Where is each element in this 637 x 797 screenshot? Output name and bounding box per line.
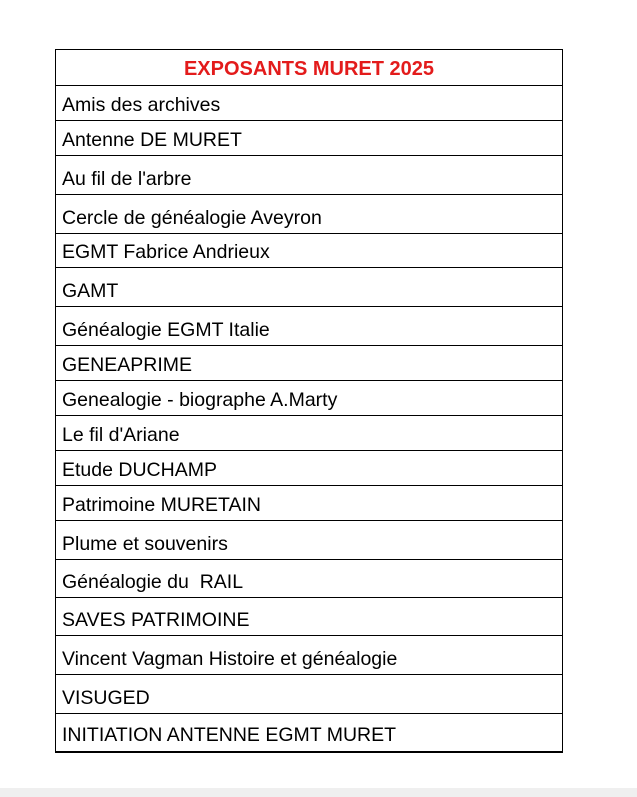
exhibitor-cell: EGMT Fabrice Andrieux bbox=[56, 234, 563, 268]
exhibitor-cell: Cercle de généalogie Aveyron bbox=[56, 195, 563, 234]
exhibitor-cell: Amis des archives bbox=[56, 86, 563, 121]
table-row bbox=[56, 416, 563, 451]
exhibitor-cell: Au fil de l'arbre bbox=[56, 156, 563, 195]
exhibitor-cell: VISUGED bbox=[56, 675, 563, 714]
table-row bbox=[56, 451, 563, 486]
exhibitor-cell: Etude DUCHAMP bbox=[56, 451, 563, 486]
table-row bbox=[56, 675, 563, 714]
table-row bbox=[56, 598, 563, 636]
table-row bbox=[56, 121, 563, 156]
table-row bbox=[56, 268, 563, 307]
table-row bbox=[56, 195, 563, 234]
table-row bbox=[56, 381, 563, 416]
exhibitors-table bbox=[55, 49, 563, 753]
exhibitor-cell: Patrimoine MURETAIN bbox=[56, 486, 563, 521]
table-row bbox=[56, 307, 563, 346]
exhibitor-cell: Antenne DE MURET bbox=[56, 121, 563, 156]
exhibitor-cell: Plume et souvenirs bbox=[56, 521, 563, 560]
exhibitor-cell: GAMT bbox=[56, 268, 563, 307]
bottom-strip bbox=[0, 788, 637, 797]
table-row bbox=[56, 156, 563, 195]
table-row bbox=[56, 86, 563, 121]
exhibitor-cell: INITIATION ANTENNE EGMT MURET bbox=[56, 714, 563, 752]
exhibitor-cell: Généalogie du RAIL bbox=[56, 560, 563, 598]
table-row bbox=[56, 636, 563, 675]
exhibitor-cell: Genealogie - biographe A.Marty bbox=[56, 381, 563, 416]
exhibitor-cell: Généalogie EGMT Italie bbox=[56, 307, 563, 346]
exhibitor-cell: Vincent Vagman Histoire et généalogie bbox=[56, 636, 563, 675]
table-title: EXPOSANTS MURET 2025 bbox=[56, 50, 563, 86]
exhibitor-cell: Le fil d'Ariane bbox=[56, 416, 563, 451]
table-row bbox=[56, 346, 563, 381]
table-row bbox=[56, 714, 563, 752]
table-row bbox=[56, 521, 563, 560]
title-row bbox=[56, 50, 563, 86]
table-row bbox=[56, 486, 563, 521]
table-row bbox=[56, 234, 563, 268]
exhibitor-cell: SAVES PATRIMOINE bbox=[56, 598, 563, 636]
table-row bbox=[56, 560, 563, 598]
exhibitor-cell: GENEAPRIME bbox=[56, 346, 563, 381]
